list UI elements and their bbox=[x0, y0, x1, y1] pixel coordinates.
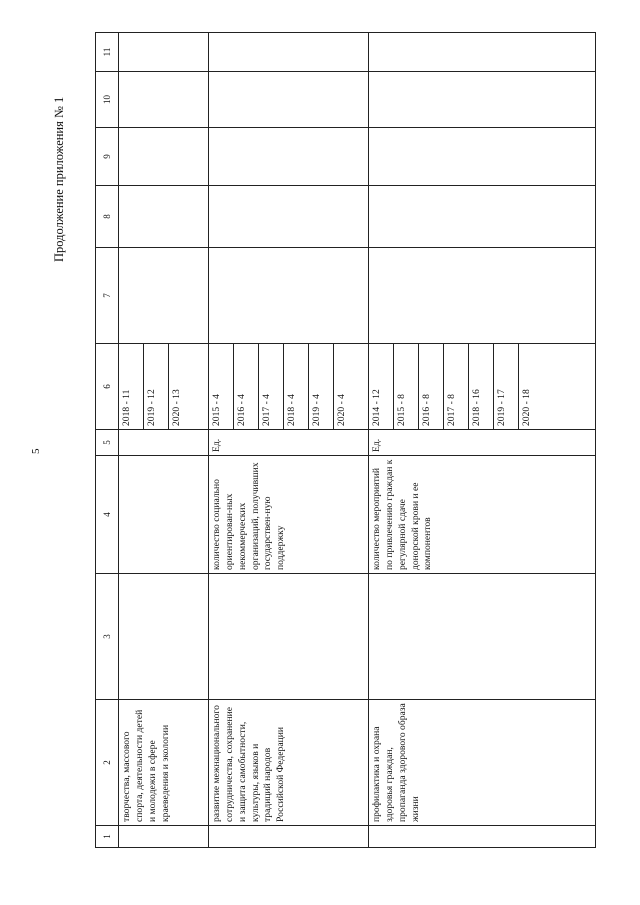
year-value: 2014 - 12 bbox=[369, 344, 394, 429]
col-header: 3 bbox=[96, 574, 119, 700]
table-row bbox=[119, 33, 209, 848]
year-value: 2018 - 16 bbox=[469, 344, 494, 429]
year-value: 2019 - 4 bbox=[309, 344, 334, 429]
col-header: 1 bbox=[96, 826, 119, 848]
year-value: 2020 - 4 bbox=[336, 394, 347, 426]
cell-unit: Ед. bbox=[209, 430, 369, 456]
cell-unit: Ед. bbox=[369, 430, 596, 456]
table-container bbox=[95, 33, 590, 848]
year-value: 2016 - 8 bbox=[419, 344, 444, 429]
col-header: 2 bbox=[96, 700, 119, 826]
rotated-table bbox=[95, 33, 590, 848]
table-row bbox=[209, 33, 369, 848]
cell-indicator: количество социально ориентирован-ных некоммерческих организаций, получивших государствен-ную поддержку bbox=[209, 456, 369, 574]
col-header: 6 bbox=[96, 344, 119, 430]
table-row bbox=[369, 33, 596, 848]
col-header: 5 bbox=[96, 430, 119, 456]
year-value: 2017 - 4 bbox=[259, 344, 284, 429]
appendix-table bbox=[95, 32, 596, 848]
cell-direction: профилактика и охрана здоровья граждан, пропаганда здорового образа жизни bbox=[369, 700, 596, 826]
year-value: 2018 - 4 bbox=[284, 344, 309, 429]
year-value: 2019 - 17 bbox=[494, 344, 519, 429]
col-header: 9 bbox=[96, 128, 119, 186]
header-row bbox=[96, 33, 119, 848]
year-value: 2016 - 4 bbox=[234, 344, 259, 429]
page-number: 5 bbox=[30, 448, 42, 454]
year-value: 2015 - 8 bbox=[394, 344, 419, 429]
col-header: 7 bbox=[96, 248, 119, 344]
cell-years bbox=[369, 344, 596, 430]
col-header: 10 bbox=[96, 72, 119, 128]
cell-years bbox=[119, 344, 209, 430]
year-value: 2018 - 11 bbox=[119, 344, 144, 429]
cell-indicator: количество мероприятий по привлечению граждан к регулярной сдаче донорской крови и ее компонентов bbox=[369, 456, 596, 574]
cell-indicator bbox=[119, 456, 209, 574]
year-value: 2017 - 8 bbox=[444, 344, 469, 429]
cell-years bbox=[209, 344, 369, 430]
cell-unit bbox=[119, 430, 209, 456]
year-value: 2015 - 4 bbox=[209, 344, 234, 429]
col-header: 11 bbox=[96, 33, 119, 72]
year-value: 2020 - 13 bbox=[171, 389, 182, 426]
cell-direction: творчества, массового спорта, деятельности детей и молодежи в сфере краеведения и экологии bbox=[119, 700, 209, 826]
cell-direction: развитие межнационального сотрудничества, сохранение и защита самобытности, культуры, языков и традиций народов Российской Федерации bbox=[209, 700, 369, 826]
col-header: 8 bbox=[96, 186, 119, 248]
col-header: 4 bbox=[96, 456, 119, 574]
appendix-header: Продолжение приложения № 1 bbox=[52, 96, 66, 262]
year-value: 2019 - 12 bbox=[144, 344, 169, 429]
year-value: 2020 - 18 bbox=[521, 389, 532, 426]
